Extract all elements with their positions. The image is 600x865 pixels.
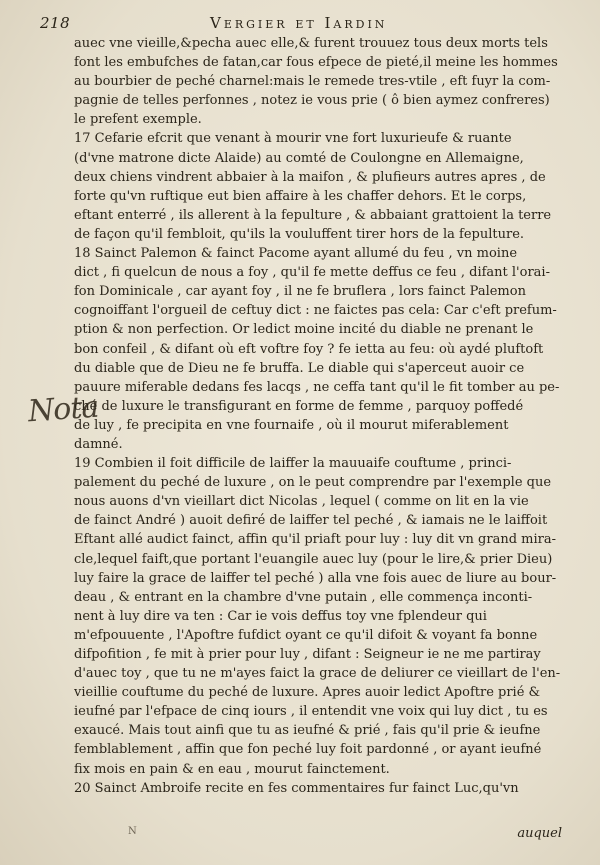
text-line: dict , fi quelcun de nous a foy , qu'il fe mette deffus ce feu , difant l'orai- <box>74 265 550 281</box>
running-title: Vergier et Iardin <box>210 14 388 32</box>
text-line: forte qu'vn ruftique eut bien affaire à les chaffer dehors. Et le corps, <box>74 188 527 204</box>
text-line: femblablement , affin que fon peché luy foit pardonné , or ayant ieufné <box>74 742 542 758</box>
text-line: ption & non perfection. Or ledict moine incité du diable ne prenant le <box>74 322 534 338</box>
text-line: de façon qu'il fembloit, qu'ils la vouluffent tirer hors de la fepulture. <box>74 226 525 242</box>
text-line: le prefent exemple. <box>74 112 202 128</box>
paragraph <box>74 454 580 779</box>
text-line: luy faire la grace de laiffer tel peché ) alla vne fois auec de liure au bour- <box>74 570 557 586</box>
text-line: deau , & entrant en la chambre d'vne putain , elle commença inconti- <box>74 589 533 605</box>
text-line: eftant enterré , ils allerent à la fepulture , & abbaiant grattoient la terre <box>74 207 552 223</box>
text-line: de fainct André ) auoit defiré de laiffer tel peché , & iamais ne le laiffoit <box>74 513 548 529</box>
text-line: de luy , fe precipita en vne fournaife , où il mourut miferablement <box>74 417 509 433</box>
text-line: cognoiffant l'orgueil de ceftuy dict : ne faictes pas cela: Car c'eft prefum- <box>74 303 557 319</box>
paragraph <box>74 129 580 244</box>
paragraph <box>74 34 580 129</box>
text-line: exaucé. Mais tout ainfi que tu as ieufné & prié , fais qu'il prie & ieufne <box>74 723 541 739</box>
text-line: font les embufches de fatan,car fous efpece de pieté,il meine les hommes <box>74 55 558 71</box>
text-line: fix mois en pain & en eau , mourut fainctement. <box>74 761 390 777</box>
handwritten-margin-note: Nota <box>26 389 100 430</box>
signature-mark: N <box>128 826 137 837</box>
text-line: fon Dominicale , car ayant foy , il ne fe bruflera , lors fainct Palemon <box>74 284 526 300</box>
text-line: 20 Sainct Ambroife recite en fes commentaires fur fainct Luc,qu'vn <box>74 780 519 796</box>
text-line: Eftant allé audict fainct, affin qu'il priaft pour luy : luy dit vn grand mira- <box>74 532 557 548</box>
catchword: auquel <box>517 826 562 841</box>
running-head <box>40 12 564 34</box>
text-line: nent à luy dire va ten : Car ie vois deffus toy vne fplendeur qui <box>74 608 487 624</box>
text-line: damné. <box>74 436 123 452</box>
text-line: cle,lequel faift,que portant l'euangile auec luy (pour le lire,& prier Dieu) <box>74 551 553 567</box>
text-line: pagnie de telles perfonnes , notez ie vous prie ( ô bien aymez confreres) <box>74 93 550 109</box>
paragraph <box>74 244 580 454</box>
text-line: nous auons d'vn vieillart dict Nicolas , lequel ( comme on lit en la vie <box>74 494 529 510</box>
text-line: au bourbier de peché charnel:mais le remede tres-vtile , eft fuyr la com- <box>74 74 551 90</box>
text-line: pauure miferable dedans fes lacqs , ne ceffa tant qu'il le fit tomber au pe- <box>74 379 560 395</box>
text-line: d'auec toy , que tu ne m'ayes faict la grace de deliurer ce vieillart de l'en- <box>74 666 561 682</box>
text-line: palement du peché de luxure , on le peut comprendre par l'exemple que <box>74 475 552 491</box>
text-line: (d'vne matrone dicte Alaide) au comté de Coulongne en Allemaigne, <box>74 150 524 166</box>
text-line: bon confeil , & difant où eft voftre foy ? fe ietta au feu: où aydé pluftoft <box>74 341 544 357</box>
text-line: difpofition , fe mit à prier pour luy , difant : Seigneur ie ne me partiray <box>74 647 541 662</box>
text-line: 19 Combien il foit difficile de laiffer la mauuaife couftume , princi- <box>74 456 512 472</box>
paragraph <box>74 779 580 798</box>
text-line: ieufné par l'efpace de cinq iours , il entendit vne voix qui luy dict , tu es <box>74 704 548 720</box>
body-text <box>74 34 580 798</box>
text-line: du diable que de Dieu ne fe bruffa. Le diable qui s'aperceut auoir ce <box>74 360 525 376</box>
text-line: m'efpouuente , l'Apoftre fufdict oyant ce qu'il difoit & voyant fa bonne <box>74 627 538 643</box>
page-number: 218 <box>40 14 71 32</box>
text-line: 18 Sainct Palemon & fainct Pacome ayant allumé du feu , vn moine <box>74 246 518 262</box>
text-line: deux chiens vindrent abbaier à la maifon , & plufieurs autres apres , de <box>74 169 546 185</box>
text-line: ché de luxure le transfigurant en forme de femme , parquoy poffedé <box>74 398 524 414</box>
text-line: 17 Cefarie efcrit que venant à mourir vne fort luxurieufe & ruante <box>74 131 512 147</box>
text-line: vieillie couftume du peché de luxure. Apres auoir ledict Apoftre prié & <box>74 685 541 701</box>
text-line: auec vne vieille,&pecha auec elle,& furent trouuez tous deux morts tels <box>74 36 548 51</box>
